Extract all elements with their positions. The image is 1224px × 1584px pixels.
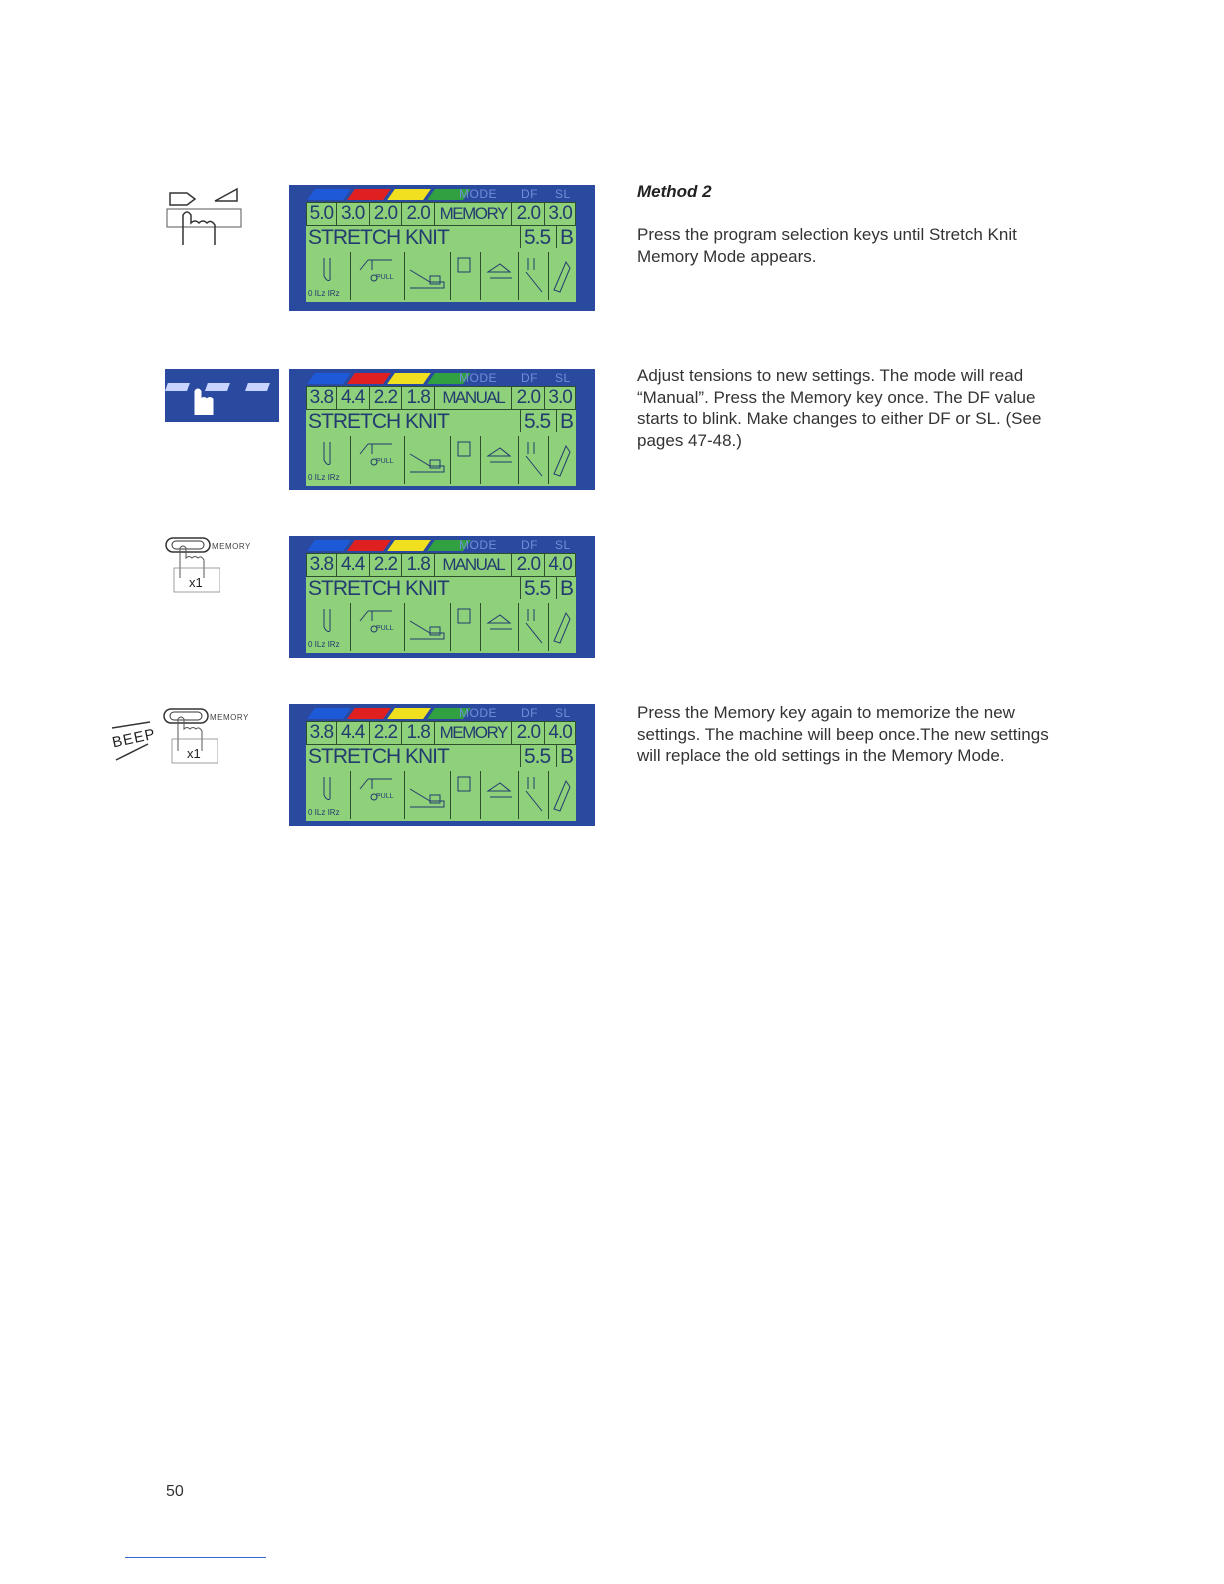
mode-value: MANUAL [435, 553, 512, 577]
program-name: STRETCH KNIT [308, 410, 449, 433]
sl-header: SL [555, 371, 571, 385]
knife-up-icon [484, 440, 516, 470]
presser-foot-icon [408, 264, 448, 294]
pull-label: PULL [376, 274, 394, 281]
pointing-hand-icon [165, 185, 245, 250]
cutter-icon [522, 440, 546, 480]
foot-indicator: B [556, 745, 577, 767]
mode-header: MODE [459, 706, 497, 720]
needle-icon [320, 440, 340, 466]
mode-value: MEMORY [435, 721, 512, 745]
df-value: 2.0 [512, 553, 545, 577]
lcd-display-1 [289, 185, 595, 311]
stitch-length: 5.5 [524, 410, 551, 433]
sl-value: 4.0 [545, 721, 576, 745]
tension-key-pointing-hand-icon [165, 369, 279, 422]
knife-up-icon [484, 607, 516, 637]
memory-key-illustration-1 [160, 534, 260, 594]
memory-key-illustration-2 [158, 705, 258, 767]
tension-value-4: 2.0 [402, 202, 435, 226]
lcd-display-4 [289, 704, 595, 826]
tension-value-1: 3.8 [306, 553, 337, 577]
tension-value-3: 2.2 [370, 553, 403, 577]
footer-rule [125, 1557, 266, 1558]
needle-icon [320, 607, 340, 633]
beep-illustration [108, 720, 164, 766]
sl-header: SL [555, 706, 571, 720]
sl-header: SL [555, 538, 571, 552]
memory-key-label: MEMORY [210, 713, 249, 722]
page-number: 50 [166, 1483, 184, 1500]
df-header: DF [521, 538, 538, 552]
stitch-length: 5.5 [524, 745, 551, 768]
presser-foot-icon [408, 783, 448, 813]
tension-value-3: 2.2 [370, 386, 403, 410]
mode-value: MANUAL [435, 386, 512, 410]
df-header: DF [521, 371, 538, 385]
press-count: x1 [189, 575, 203, 590]
press-count: x1 [187, 746, 201, 761]
needle-position-label: 0 ILz IRz [308, 640, 340, 649]
cutter-icon [522, 607, 546, 647]
needle-icon [320, 256, 340, 282]
sl-value: 3.0 [545, 386, 576, 410]
needle-icon [320, 775, 340, 801]
stitch-length: 5.5 [524, 226, 551, 249]
needle-position-label: 0 ILz IRz [308, 289, 340, 298]
sl-value: 4.0 [545, 553, 576, 577]
knife-up-icon [484, 775, 516, 805]
program-name: STRETCH KNIT [308, 745, 449, 768]
tension-value-1: 5.0 [306, 202, 337, 226]
pull-label: PULL [376, 625, 394, 632]
memory-key-label: MEMORY [212, 542, 251, 551]
program-selection-keys-illustration [165, 185, 245, 250]
paragraph-step-3: Press the Memory key again to memorize the new settings. The machine will beep once.The new settings will replace the old settings in the Memory Mode. [637, 703, 1049, 765]
pull-label: PULL [376, 793, 394, 800]
thread-guide-icon [456, 256, 474, 276]
mode-value: MEMORY [435, 202, 512, 226]
thread-guide-icon [456, 440, 474, 460]
foot-b-icon [552, 611, 574, 647]
paragraph-step-2: Adjust tensions to new settings. The mode will read “Manual”. Press the Memory key once. The DF value starts to blink. Make changes to either DF or SL. (See pages 47-48.) [637, 366, 1042, 450]
needle-position-label: 0 ILz IRz [308, 473, 340, 482]
tension-keys-illustration [165, 369, 279, 422]
df-value: 2.0 [512, 721, 545, 745]
pull-label: PULL [376, 458, 394, 465]
tension-value-3: 2.2 [370, 721, 403, 745]
mode-header: MODE [459, 538, 497, 552]
tension-value-3: 2.0 [370, 202, 403, 226]
mode-header: MODE [459, 187, 497, 201]
section-heading: Method 2 [637, 182, 712, 201]
tension-value-1: 3.8 [306, 386, 337, 410]
df-header: DF [521, 187, 538, 201]
foot-indicator: B [556, 577, 577, 599]
presser-foot-icon [408, 448, 448, 478]
df-value: 2.0 [512, 202, 545, 226]
df-header: DF [521, 706, 538, 720]
stitch-length: 5.5 [524, 577, 551, 600]
cutter-icon [522, 775, 546, 815]
tension-value-4: 1.8 [402, 721, 435, 745]
foot-b-icon [552, 260, 574, 296]
df-value: 2.0 [512, 386, 545, 410]
cutter-icon [522, 256, 546, 296]
knife-up-icon [484, 256, 516, 286]
tension-value-2: 3.0 [337, 202, 370, 226]
tension-value-2: 4.4 [337, 553, 370, 577]
tension-value-2: 4.4 [337, 386, 370, 410]
presser-foot-icon [408, 615, 448, 645]
foot-b-icon [552, 444, 574, 480]
thread-guide-icon [456, 775, 474, 795]
lcd-display-2 [289, 369, 595, 490]
thread-guide-icon [456, 607, 474, 627]
tension-value-4: 1.8 [402, 553, 435, 577]
program-name: STRETCH KNIT [308, 226, 449, 249]
sl-value: 3.0 [545, 202, 576, 226]
foot-indicator: B [556, 410, 577, 432]
mode-header: MODE [459, 371, 497, 385]
tension-value-4: 1.8 [402, 386, 435, 410]
foot-indicator: B [556, 226, 577, 248]
program-name: STRETCH KNIT [308, 577, 449, 600]
needle-position-label: 0 ILz IRz [308, 808, 340, 817]
beep-label: BEEP [110, 725, 158, 752]
lcd-display-3 [289, 536, 595, 658]
foot-b-icon [552, 779, 574, 815]
paragraph-step-1: Press the program selection keys until Stretch Knit Memory Mode appears. [637, 225, 1017, 266]
tension-value-1: 3.8 [306, 721, 337, 745]
sl-header: SL [555, 187, 571, 201]
tension-value-2: 4.4 [337, 721, 370, 745]
